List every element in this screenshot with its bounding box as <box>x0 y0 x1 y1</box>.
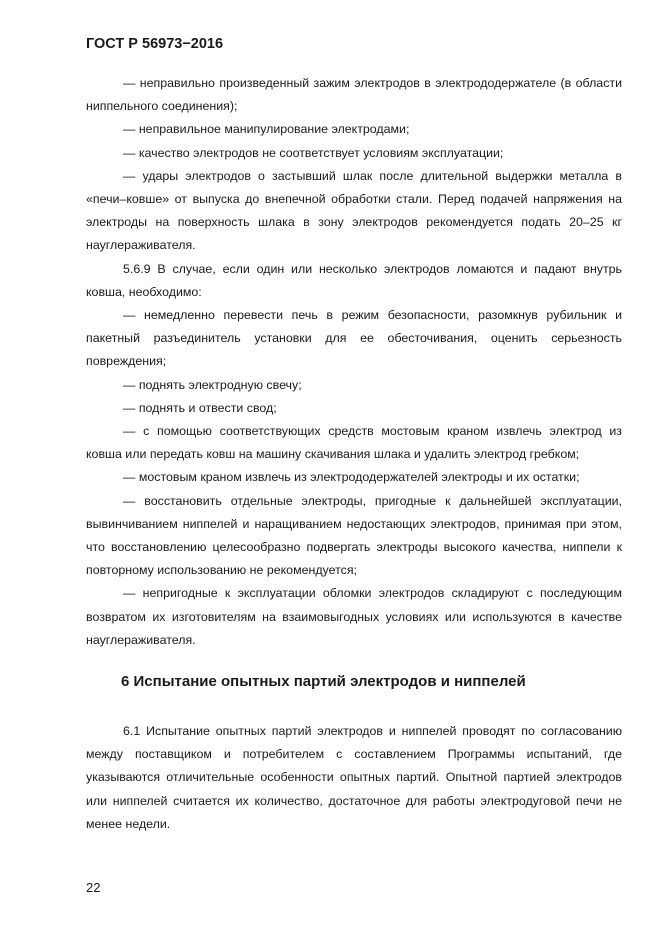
paragraph: — непригодные к эксплуатации обломки электродов складируют с последующим возвратом их изготовителям на взаимовыгодных условиях или используются в качестве науглераживателя. <box>86 586 622 647</box>
paragraph: — удары электродов о застывший шлак после длительной выдержки металла в «печи–ковше» от выпуска до внепечной обработки стали. Перед подачей напряжения на электроды на поверхность шлака в зону электродов рекомендуется подать 20–25 кг науглераживателя. <box>86 168 622 253</box>
paragraph: — с помощью соответствующих средств мостовым краном извлечь электрод из ковша или передать ковш на машину скачивания шлака и удалить электрод гребком; <box>86 424 622 462</box>
paragraph: — мостовым краном извлечь из электрододержателей электроды и их остатки; <box>123 470 580 485</box>
paragraph: 6.1 Испытание опытных партий электродов и ниппелей проводят по согласованию между поставщиком и потребителем с составлением Программы испытаний, где указываются отличительные особенности опытных партий. Опытной партией электродов или ниппелей считается их количество, достаточное для работы электродуговой печи не менее недели. <box>86 724 622 831</box>
paragraph: 5.6.9 В случае, если один или несколько электродов ломаются и падают внутрь ковша, необходимо: <box>86 261 622 299</box>
section-body <box>86 720 622 836</box>
paragraph: — неправильно произведенный зажим электродов в электрододержателе (в области ниппельного соединения); <box>86 76 622 114</box>
document-header: ГОСТ Р 56973−2016 <box>86 36 224 52</box>
paragraph: — качество электродов не соответствует условиям эксплуатации; <box>123 145 504 160</box>
paragraph: — немедленно перевести печь в режим безопасности, разомкнув рубильник и пакетный разъединитель установки для ее обесточивания, оценить серьезность повреждения; <box>86 308 622 369</box>
body-text <box>86 72 622 652</box>
paragraph: — поднять и отвести свод; <box>123 400 277 415</box>
section-heading: 6 Испытание опытных партий электродов и ниппелей <box>121 673 526 690</box>
paragraph: — неправильное манипулирование электродами; <box>123 122 410 137</box>
paragraph: — восстановить отдельные электроды, пригодные к дальнейшей эксплуатации, вывинчиванием ниппелей и наращиванием недостающих электродов, принимая при этом, что восстановлению целесообразно подвергать электроды высокого качества, ниппели к повторному использованию не рекомендуется; <box>86 493 622 578</box>
paragraph: — поднять электродную свечу; <box>123 377 302 392</box>
page-number: 22 <box>86 880 101 895</box>
